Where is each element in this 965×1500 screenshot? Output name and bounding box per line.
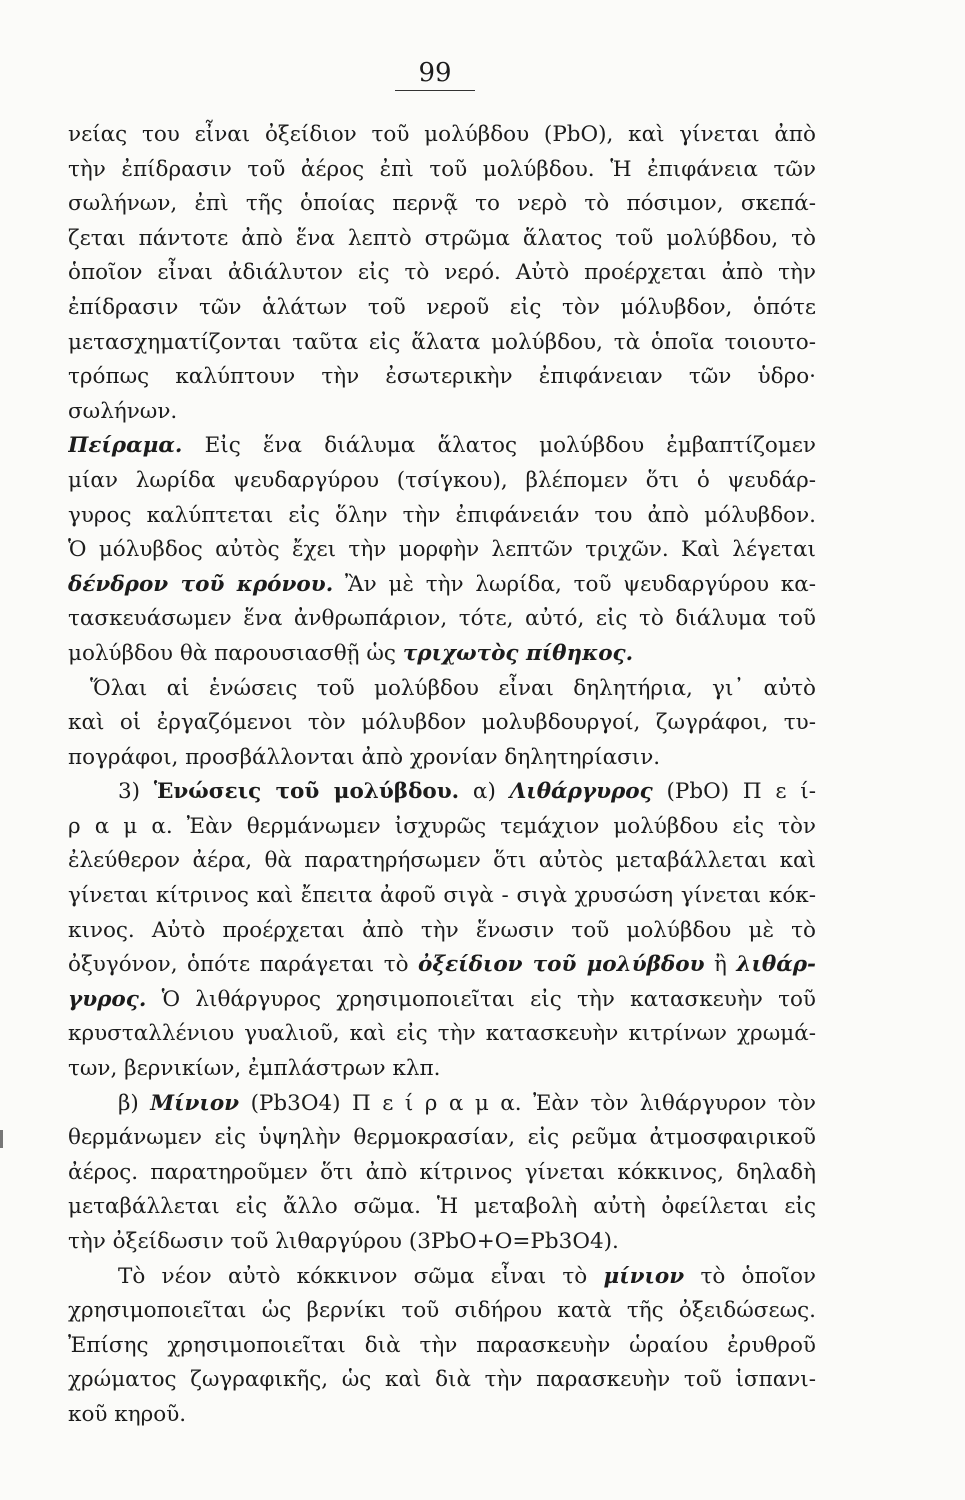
term-line bbox=[68, 948, 816, 983]
text-line: μίαν λωρίδα ψευδαργύρου (τσίγκου), βλέπομεν ὅτι ὁ ψευδάρ- bbox=[68, 467, 816, 493]
text-line: χρησιμοποιεῖται ὡς βερνίκι τοῦ σιδήρου κατὰ τῆς ὀξειδώσεως. bbox=[68, 1298, 816, 1324]
experiment-line bbox=[68, 429, 816, 464]
text-line: κινος. Αὐτὸ προέρχεται ἀπὸ τὴν ἕνωσιν τοῦ μολύβδου μὲ τὸ bbox=[68, 917, 816, 943]
text-segment: Ἐὰν τὸν λιθάργυρον τὸν bbox=[533, 1090, 816, 1116]
text-line: κρυσταλλένιου γυαλιοῦ, καὶ εἰς τὴν κατασκευὴν κιτρίνων χρωμά- bbox=[68, 1021, 816, 1047]
text-line: μεταβάλλεται εἰς ἄλλο σῶμα. Ἡ μεταβολὴ αὐτὴ ὀφείλεται εἰς bbox=[68, 1194, 816, 1220]
experiment-label: Π ε ί ρ α μ α. bbox=[352, 1090, 522, 1116]
text-line: Ὅλαι αἱ ἑνώσεις τοῦ μολύβδου εἶναι δηλητήρια, γι᾽ αὐτὸ bbox=[90, 675, 816, 701]
text-line: νείας του εἶναι ὀξείδιον τοῦ μολύβδου (PbO), καὶ γίνεται ἀπὸ bbox=[68, 122, 816, 147]
text-line: ἀέρος. παρατηροῦμεν ὅτι ἀπὸ κίτρινος γίνεται κόκκινος, δηλαδὴ bbox=[68, 1159, 816, 1185]
text-line: μετασχηματίζονται ταῦτα εἰς ἅλατα μολύβδου, τὰ ὁποῖα τοιουτο- bbox=[68, 329, 816, 355]
subsection-label: α) bbox=[472, 779, 496, 805]
text-line: τρόπως καλύπτουν τὴν ἐσωτερικὴν ἐπιφάνειαν τῶν ὑδρο· bbox=[68, 364, 816, 390]
text-segment: μολύβδου θὰ παρουσιασθῇ ὡς bbox=[68, 640, 396, 666]
term-oxide: ὀξείδιον τοῦ μολύβδου bbox=[418, 952, 705, 978]
term-dendron: δένδρον τοῦ κρόνου. bbox=[68, 571, 334, 597]
text-line: γίνεται κίτρινος καὶ ἔπειτα ἀφοῦ σιγὰ - σιγὰ χρυσώση γίνεται κόκ- bbox=[68, 883, 816, 909]
text-line: θερμάνωμεν εἰς ὑψηλὴν θερμοκρασίαν, εἰς ρεῦμα ἀτμοσφαιρικοῦ bbox=[68, 1125, 816, 1151]
term-line bbox=[68, 568, 816, 603]
section-title: Ἑνώσεις τοῦ μολύβδου. bbox=[153, 779, 460, 805]
text-line: ὁποῖον εἶναι ἀδιάλυτον εἰς τὸ νερό. Αὐτὸ προέρχεται ἀπὸ τὴν bbox=[68, 260, 816, 286]
text-line: Ἐπίσης χρησιμοποιεῖται διὰ τὴν παρασκευὴν ὡραίου ἐρυθροῦ bbox=[68, 1332, 816, 1358]
text-line: χρώματος ζωγραφικῆς, ὡς καὶ διὰ τὴν παρασκευὴν τοῦ ἱσπανι- bbox=[68, 1367, 816, 1393]
text-segment: Ἂν μὲ τὴν λωρίδα, τοῦ ψευδαργύρου κα- bbox=[344, 571, 816, 597]
subsection-heading-line bbox=[68, 1087, 816, 1122]
text-line bbox=[68, 810, 816, 845]
text-line: ἐπίδρασιν τῶν ἁλάτων τοῦ νεροῦ εἰς τὸν μόλυβδον, ὁπότε bbox=[68, 294, 816, 320]
text-line: τὴν ὀξείδωσιν τοῦ λιθαργύρου (3PbO+O=Pb3O4). bbox=[68, 1229, 619, 1254]
text-segment: Εἰς ἕνα διάλυμα ἅλατος μολύβδου ἐμβαπτίζομεν bbox=[204, 433, 816, 459]
text-line: σωλήνων, ἐπὶ τῆς ὁποίας περνᾷ το νερὸ τὸ πόσιμον, σκεπά- bbox=[68, 191, 816, 217]
text-line: τὴν ἐπίδρασιν τοῦ ἀέρος ἐπὶ τοῦ μολύβδου. Ἡ ἐπιφάνεια τῶν bbox=[68, 156, 816, 182]
formula: (Pb3O4) bbox=[250, 1090, 341, 1116]
text-line: τασκευάσωμεν ἕνα ἀνθρωπάριον, τότε, αὐτό, εἰς τὸ διάλυμα τοῦ bbox=[68, 606, 816, 632]
experiment-heading: Πείραμα. bbox=[68, 433, 183, 459]
text-line: σωλήνων. bbox=[68, 398, 178, 424]
text-segment: ἢ bbox=[714, 952, 727, 978]
text-segment: Ὁ λιθάργυρος χρησιμοποιεῖται εἰς τὴν κατασκευὴν τοῦ bbox=[161, 986, 816, 1012]
body-text bbox=[68, 118, 816, 1433]
section-heading-line bbox=[68, 775, 816, 810]
subsection-label: β) bbox=[118, 1090, 139, 1116]
margin-mark bbox=[0, 1130, 3, 1148]
text-line: των, βερνικίων, ἐμπλάστρων κλπ. bbox=[68, 1056, 441, 1082]
term-lithargyros: Λιθάργυρος bbox=[509, 779, 653, 805]
term-lithargyros-2: λιθάρ- bbox=[736, 952, 816, 978]
term-line bbox=[68, 1260, 816, 1295]
text-segment: Ἐὰν θερμάνωμεν ἰσχυρῶς τεμάχιον μολύβδου εἰς τὸν bbox=[186, 813, 816, 839]
page-number: 99 bbox=[395, 58, 475, 91]
text-segment: ὀξυγόνον, ὁπότε παράγεται τὸ bbox=[68, 952, 409, 978]
text-line: γυρος καλύπτεται εἰς ὅλην τὴν ἐπιφάνειάν του ἀπὸ μόλυβδον. bbox=[68, 502, 816, 528]
text-segment: Τὸ νέον αὐτὸ κόκκινον σῶμα εἶναι τὸ bbox=[118, 1263, 588, 1289]
term-line bbox=[68, 637, 816, 672]
term-minion-2: μίνιον bbox=[603, 1263, 685, 1289]
experiment-label: ρ α μ α. bbox=[68, 813, 173, 839]
term-minion: Μίνιον bbox=[150, 1090, 240, 1116]
text-line: καὶ οἱ ἐργαζόμενοι τὸν μόλυβδον μολυβδουργοί, ζωγράφοι, τυ- bbox=[68, 710, 816, 736]
text-line: Ὁ μόλυβδος αὐτὸς ἔχει τὴν μορφὴν λεπτῶν τριχῶν. Καὶ λέγεται bbox=[68, 537, 816, 563]
text-line: κοῦ κηροῦ. bbox=[68, 1401, 187, 1427]
text-segment: τὸ ὁποῖον bbox=[700, 1263, 816, 1289]
formula: (PbO) bbox=[666, 779, 730, 805]
section-number: 3) bbox=[118, 779, 141, 805]
text-line: πογράφοι, προσβάλλονται ἀπὸ χρονίαν δηλητηρίασιν. bbox=[68, 744, 661, 770]
text-line: ἐλεύθερον ἀέρα, θὰ παρατηρήσωμεν ὅτι αὐτὸς μεταβάλλεται καὶ bbox=[68, 848, 816, 874]
text-line: ζεται πάντοτε ἀπὸ ἕνα λεπτὸ στρῶμα ἅλατος τοῦ μολύβδου, τὸ bbox=[68, 225, 816, 251]
experiment-label: Π ε ί- bbox=[742, 779, 816, 805]
term-pithikos: τριχωτὸς πίθηκος. bbox=[402, 640, 634, 666]
term-line bbox=[68, 983, 816, 1018]
term-lithargyros-end: γυρος. bbox=[68, 986, 147, 1012]
